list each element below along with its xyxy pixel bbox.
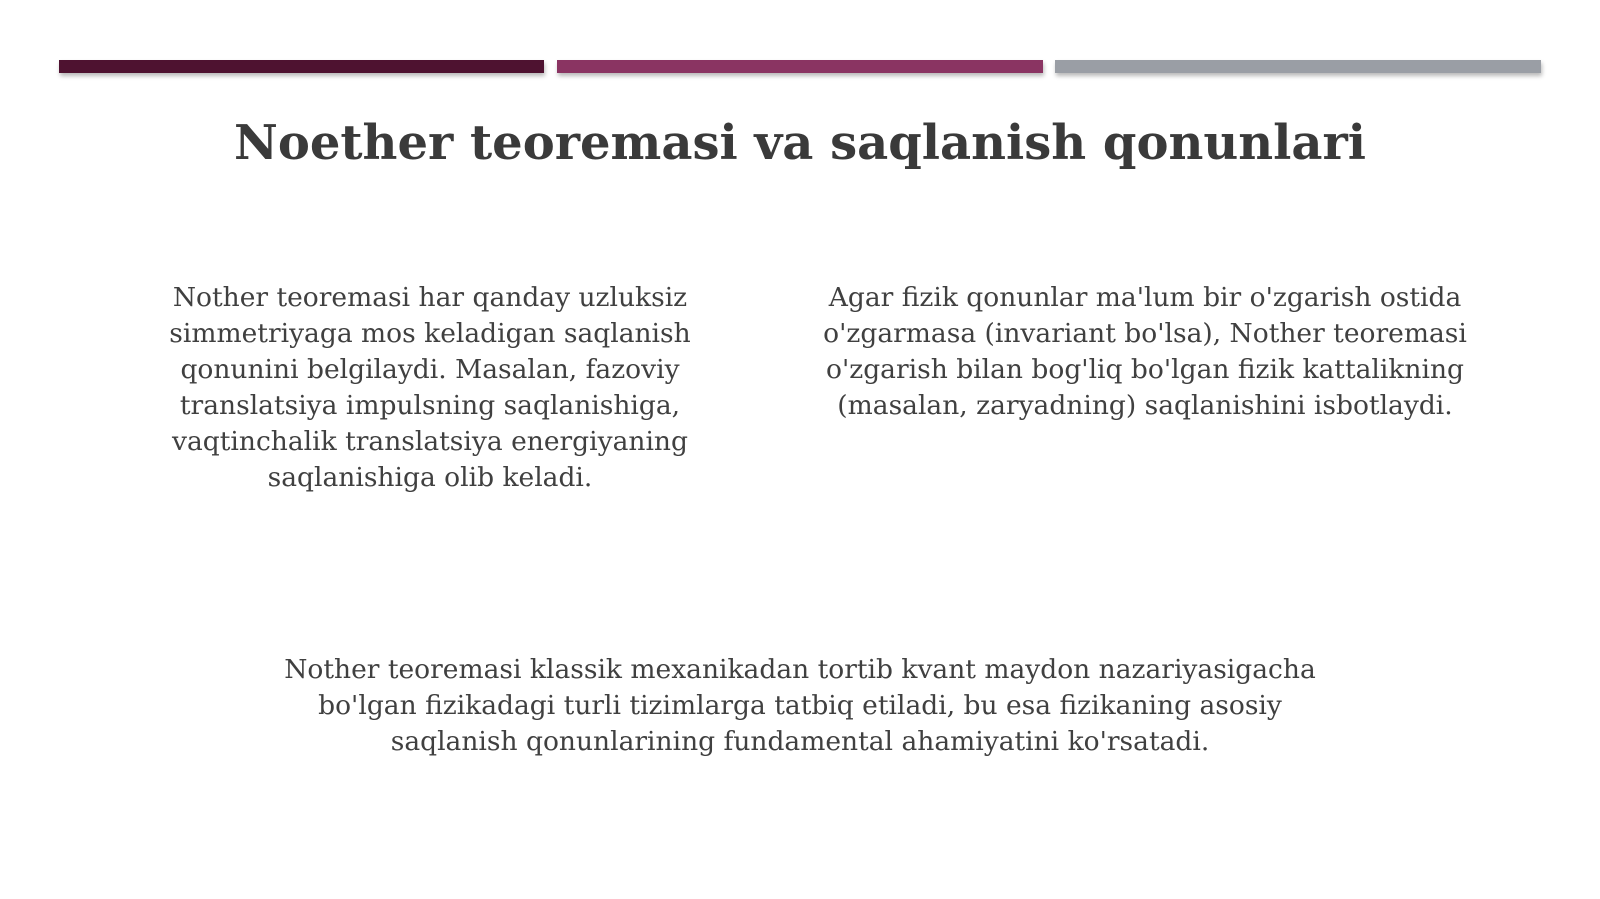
slide-title: Noether teoremasi va saqlanish qonunlari <box>233 115 1367 171</box>
paragraph-bottom: Nother teoremasi klassik mexanikadan tortib kvant maydon nazariyasigacha bo'lgan fizikadagi turli tizimlarga tatbiq etiladi, bu esa fizikaning asosiy saqlanish qonunlarining fundamental ahamiyatini ko'rsatadi. <box>284 654 1316 757</box>
paragraph-right: Agar fizik qonunlar ma'lum bir o'zgarish ostida o'zgarmasa (invariant bo'lsa), Nother teoremasi o'zgarish bilan bog'liq bo'lgan fizik kattalikning (masalan, zaryadning) saqlanishini isbotlaydi. <box>823 282 1467 421</box>
accent-bar-gray <box>1055 60 1541 73</box>
accent-bar-dark <box>59 60 544 73</box>
accent-bar-magenta <box>557 60 1043 73</box>
paragraph-left: Nother teoremasi har qanday uzluksiz simmetriyaga mos keladigan saqlanish qonunini belgilaydi. Masalan, fazoviy translatsiya impulsning saqlanishiga, vaqtinchalik translatsiya energiyaning saqlanishiga olib keladi. <box>169 282 691 493</box>
